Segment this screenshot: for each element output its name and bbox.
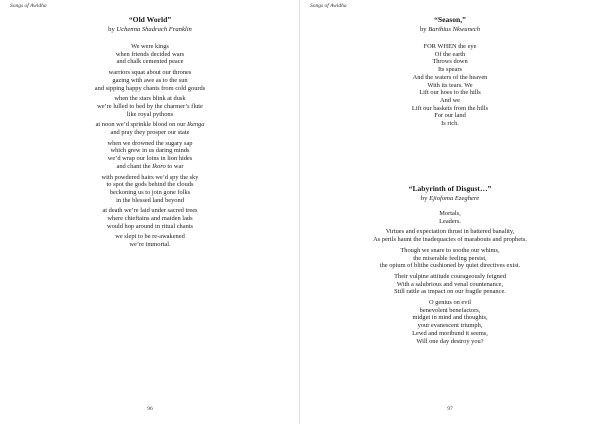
- poem-line: Lift our baskets from the hills: [411, 104, 489, 112]
- poem-line: with powdered hairs we’d spy the sky: [101, 173, 199, 181]
- poem-line: your evanescent triumph,: [417, 322, 483, 330]
- poem-line: to spot the gods behind the clouds: [106, 181, 194, 189]
- poem-line: Is rich.: [441, 120, 459, 128]
- poem-line: and chalk cemented peace: [116, 58, 184, 66]
- poem-line: when we drowned the sugary sap: [107, 139, 193, 147]
- poem-season: [300, 15, 600, 128]
- poem-line: We were kings: [131, 43, 169, 50]
- poem-line: we’d wrap our loins in lion hides: [107, 155, 193, 163]
- stanza: [300, 273, 600, 296]
- poem-line: when friends decided wars: [115, 50, 185, 58]
- page-number: 97: [447, 406, 453, 412]
- poem-line: Still rattle as impact on our fragile penance.: [394, 288, 506, 296]
- poem-line: And the waters of the heaven: [412, 73, 488, 81]
- poem-line: like royal pythons: [126, 110, 174, 118]
- stanza: [0, 174, 300, 205]
- running-head: Songs of Awidha: [310, 3, 347, 9]
- poem-body: [0, 43, 300, 249]
- author-name: Ejiofoma Ezeghere: [429, 195, 480, 202]
- poem-line: Mortals,: [439, 210, 461, 217]
- poem-line: Lift our hoes to the hills: [419, 89, 481, 97]
- stanza: [300, 247, 600, 270]
- poem-body: [300, 43, 600, 128]
- page-number: 96: [147, 406, 153, 412]
- stanza: [0, 233, 300, 248]
- poem-line: And we: [439, 96, 461, 104]
- poem-line: Leaders.: [439, 217, 461, 225]
- poem-line: the opium of blithe cushioned by quiet directives exist.: [379, 262, 521, 270]
- poem-line: we’re lulled to bed by the charmer’s flute: [97, 102, 203, 110]
- poem-body: [300, 210, 600, 345]
- poem-line: Lewd and moribund it seems,: [412, 329, 488, 337]
- poem-line: the miserable feeling persist,: [413, 254, 487, 262]
- author-name: Uchenna Shadrach Franklin: [116, 26, 192, 33]
- poem-line: and chant the Ikoro to war: [116, 162, 184, 170]
- poem-line: would hop around in ritual chants: [106, 222, 194, 230]
- poem-line: Virtues and expectation thrust in battered banality,: [385, 228, 515, 236]
- poem-line: Their vulpine attitude courageously feigned: [394, 272, 506, 280]
- poem-line: where chieftains and maiden lads: [107, 215, 193, 223]
- poem-line: Its spears: [438, 66, 462, 74]
- right-page: [300, 0, 600, 424]
- poem-line: With a salubrious and venal countenance,: [396, 280, 504, 288]
- poem-byline: [300, 194, 600, 203]
- poem-line: in the blessed land beyond: [116, 196, 184, 204]
- stanza: [300, 299, 600, 345]
- poem-line: at death we’re laid under sacred trees: [102, 207, 198, 215]
- stanza: [0, 95, 300, 118]
- poem-line: warriors squat about our thrones: [108, 69, 192, 77]
- poem-line: As perils haunt the inadequacies of marabouts and prophets.: [373, 236, 527, 244]
- poem-line: which grew in us daring minds: [110, 147, 190, 155]
- stanza: [0, 140, 300, 171]
- stanza: [300, 43, 600, 128]
- poem-labyrinth-of-disgust: [300, 184, 600, 345]
- stanza: [300, 228, 600, 243]
- author-name: Barthius Nkwunech: [428, 26, 481, 33]
- poem-line: when the stars blink at dusk: [114, 95, 186, 103]
- stanza: [0, 121, 300, 136]
- poem-line: Of the earth: [434, 50, 466, 58]
- stanza: [0, 207, 300, 230]
- poem-line: at noon we’d sprinkle blood on our Ikenga: [95, 121, 205, 129]
- stanza: [0, 43, 300, 66]
- poem-byline: [300, 25, 600, 34]
- poem-line: we’re immortal.: [129, 241, 171, 249]
- poem-line: Though we snare to soothe our whims,: [400, 246, 500, 254]
- poem-title: “Season,”: [434, 15, 466, 24]
- poem-line: we slept to be re-awakened: [115, 233, 185, 241]
- poem-line: midget in mind and thoughts,: [412, 314, 488, 322]
- byline-prefix: by: [108, 26, 115, 33]
- byline-prefix: by: [419, 26, 427, 33]
- stanza: [0, 69, 300, 92]
- poem-line: FOR WHEN the eye: [423, 43, 477, 50]
- poem-line: For our land: [434, 112, 466, 120]
- poem-line: beckoning us to join gone folks: [109, 188, 191, 196]
- poem-line: benevolent benefactors,: [419, 306, 481, 314]
- poem-title: “Old World”: [128, 15, 172, 24]
- byline-prefix: by: [420, 195, 428, 202]
- poem-line: and pray they prosper our state: [110, 129, 190, 137]
- poem-line: O genius on evil: [428, 299, 472, 307]
- stanza: [300, 210, 600, 225]
- poem-line: gazing with awe as to the sun: [112, 76, 188, 84]
- poem-line: With its tears. We: [427, 81, 473, 89]
- poem-line: Throws down: [432, 58, 468, 66]
- poem-old-world: [0, 15, 300, 249]
- poem-byline: [0, 25, 300, 34]
- running-head: Songs of Awidha: [10, 3, 47, 9]
- poem-title: “Labyrinth of Disgust…”: [408, 184, 492, 193]
- poem-line: and sipping happy chants from cold gourds: [94, 84, 206, 92]
- poem-line: Will one day destroy you?: [416, 337, 484, 345]
